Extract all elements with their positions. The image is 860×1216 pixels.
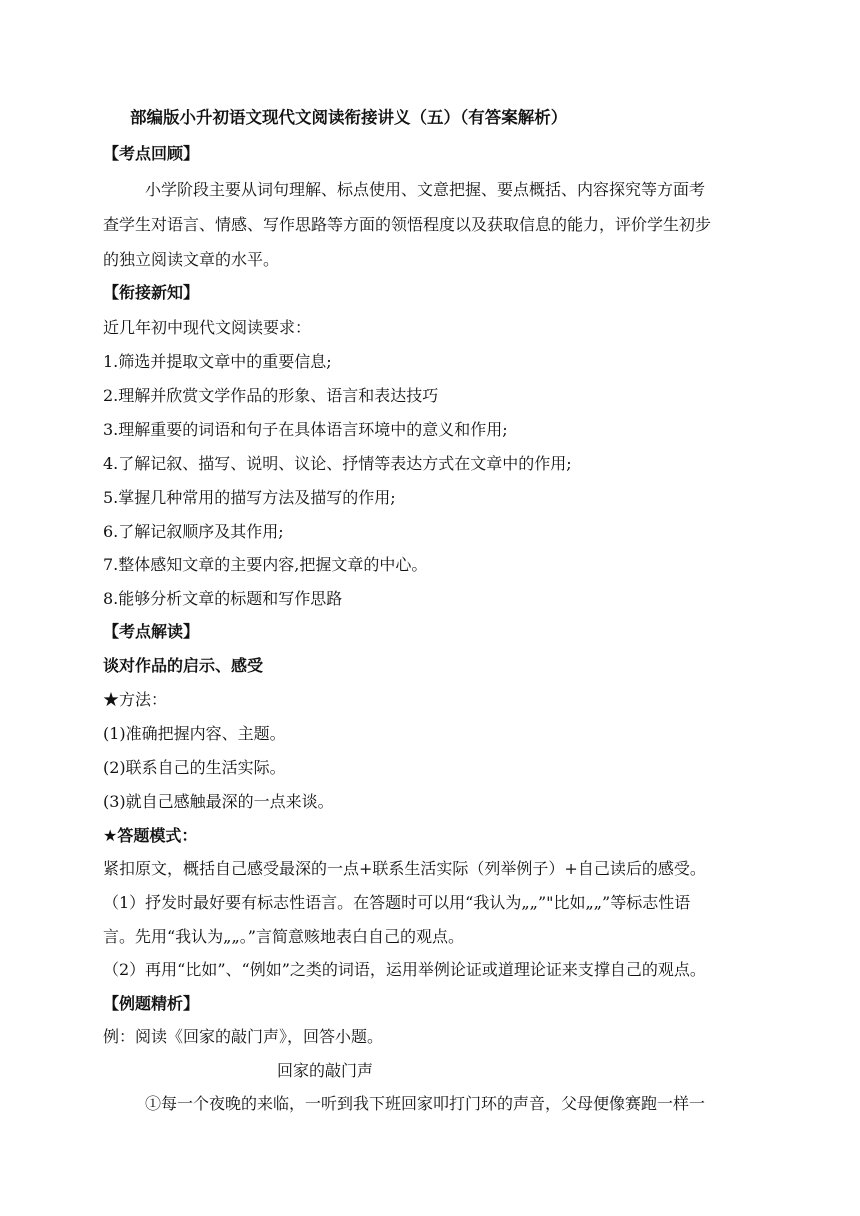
passage-first-line: ①每一个夜晚的来临，一听到我下班回家叩打门环的声音，父母便像赛跑一样一 bbox=[145, 1094, 706, 1113]
answer-pattern-line-4: （2）再用“比如”、“例如”之类的词语，运用举例论证或道理论证来支撑自己的观点。 bbox=[103, 960, 706, 979]
example-heading: 【例题精析】 bbox=[103, 994, 200, 1013]
method-item-3: (3)就自己感触最深的一点来谈。 bbox=[103, 792, 334, 811]
method-item-1: (1)准确把握内容、主题。 bbox=[103, 724, 286, 743]
requirement-item-3: 3.理解重要的词语和句子在具体语言环境中的意义和作用; bbox=[103, 420, 508, 439]
answer-pattern-line-1: 紧扣原文，概括自己感受最深的一点+联系生活实际（列举例子）+自己读后的感受。 bbox=[103, 859, 706, 878]
requirement-item-8: 8.能够分析文章的标题和写作思路 bbox=[103, 589, 343, 608]
requirement-item-7: 7.整体感知文章的主要内容,把握文章的中心。 bbox=[103, 555, 428, 574]
interpretation-subheading: 谈对作品的启示、感受 bbox=[103, 656, 264, 675]
interpretation-heading: 【考点解读】 bbox=[103, 622, 200, 641]
document-title: 部编版小升初语文现代文阅读衔接讲义（五）（有答案解析） bbox=[130, 108, 568, 127]
example-prompt: 例：阅读《回家的敲门声》，回答小题。 bbox=[103, 1027, 384, 1046]
review-paragraph-line-1: 小学阶段主要从词句理解、标点使用、文意把握、要点概括、内容探究等方面考 bbox=[145, 180, 706, 199]
answer-pattern-label: ★答题模式： bbox=[103, 826, 198, 845]
answer-pattern-line-3: 言。先用“我认为„„。”言简意赅地表白自己的观点。 bbox=[103, 927, 464, 946]
review-paragraph-line-2: 查学生对语言、情感、写作思路等方面的领悟程度以及获取信息的能力，评价学生初步 bbox=[103, 215, 712, 234]
requirement-item-4: 4.了解记叙、描写、说明、议论、抒情等表达方式在文章中的作用; bbox=[103, 454, 572, 473]
requirement-item-2: 2.理解并欣赏文学作品的形象、语言和表达技巧 bbox=[103, 386, 439, 405]
answer-pattern-line-2: （1）抒发时最好要有标志性语言。在答题时可以用“我认为„„”"比如„„”等标志性语 bbox=[103, 893, 691, 912]
requirement-item-5: 5.掌握几种常用的描写方法及描写的作用; bbox=[103, 488, 396, 507]
method-label: ★方法： bbox=[103, 690, 168, 709]
passage-title: 回家的敲门声 bbox=[277, 1061, 374, 1080]
review-paragraph-line-3: 的独立阅读文章的水平。 bbox=[103, 250, 280, 269]
review-heading: 【考点回顾】 bbox=[103, 144, 200, 163]
new-knowledge-heading: 【衔接新知】 bbox=[103, 283, 200, 302]
requirement-item-6: 6.了解记叙顺序及其作用; bbox=[103, 522, 284, 541]
method-item-2: (2)联系自己的生活实际。 bbox=[103, 758, 286, 777]
new-knowledge-intro: 近几年初中现代文阅读要求： bbox=[103, 318, 312, 337]
requirement-item-1: 1.筛选并提取文章中的重要信息; bbox=[103, 352, 332, 371]
